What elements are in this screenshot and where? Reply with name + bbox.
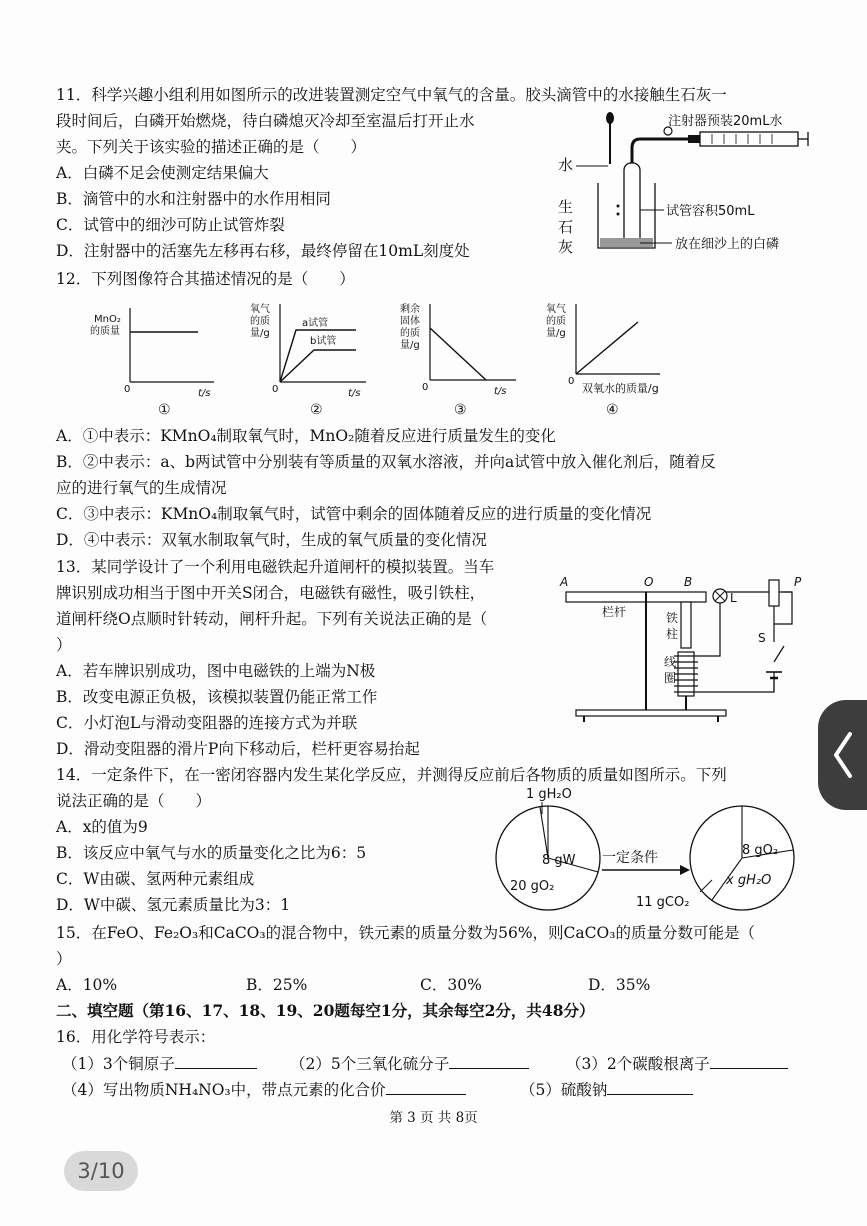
switch-icon <box>774 646 784 662</box>
point-b-label: B <box>684 575 693 589</box>
q13-gate-figure <box>554 572 814 724</box>
ylabel-line1: 氧气 <box>546 304 566 315</box>
after-co2-label: 11 gCO₂ <box>636 895 690 910</box>
q12-option-b-cont: 应的进行氧气的生成情况 <box>56 479 227 497</box>
q11-option-d: D．注射器中的活塞先左移再右移，最终停留在10mL刻度处 <box>56 242 470 260</box>
connecting-tube <box>632 139 688 168</box>
q11-apparatus-figure <box>540 108 810 268</box>
tube-volume-label: 试管容积50mL <box>666 204 755 219</box>
q11-stem-line3: 夹。下列关于该实验的描述正确的是（ ） <box>56 138 367 156</box>
q15-option-a: A．10% <box>56 976 118 994</box>
q16-blank-2[interactable] <box>449 1052 529 1069</box>
condition-label: 一定条件 <box>602 850 658 866</box>
q16-item-1-label: （1）3个铜原子 <box>62 1055 175 1073</box>
q13-stem-line1: 13．某同学设计了一个利用电磁铁起升道闸杆的模拟装置。当车 <box>56 558 495 576</box>
xlabel: t/s <box>494 386 507 397</box>
q12-graph-4 <box>540 300 680 422</box>
q13-option-b: B．改变电源正负极，该模拟装置仍能正常工作 <box>56 688 378 706</box>
q13-option-c: C．小灯泡L与滑动变阻器的连接方式为并联 <box>56 714 358 732</box>
q14-option-b: B．该反应中氧气与水的质量变化之比为6：5 <box>56 844 367 862</box>
q12-stem: 12．下列图像符合其描述情况的是（ ） <box>56 270 355 288</box>
q14-option-a: A．x的值为9 <box>56 818 148 836</box>
ylabel-line2: 的质 <box>546 316 566 327</box>
q13-stem-line3: 道闸杆绕O点顺时针转动，闸杆升起。下列有关说法正确的是（ <box>56 610 488 628</box>
q16-blank-5[interactable] <box>607 1078 693 1095</box>
q11-option-a: A．白磷不足会使测定结果偏大 <box>56 164 269 182</box>
iron-column <box>681 602 691 648</box>
q13-option-a: A．若车牌识别成功，图中电磁铁的上端为N极 <box>56 662 376 680</box>
coil-label-2: 圈 <box>664 671 677 685</box>
previous-page-button[interactable] <box>818 700 867 810</box>
origin-label: 0 <box>124 384 131 395</box>
xlabel: 双氧水的质量/g <box>582 382 659 395</box>
q11-stem-line1: 11．科学兴趣小组利用如图所示的改进装置测定空气中氧气的含量。胶头滴管中的水接触生石灰一 <box>56 86 727 104</box>
graph-number: ① <box>158 402 171 418</box>
iron-label-2: 柱 <box>666 627 679 641</box>
q16-item-2 <box>290 1052 529 1075</box>
after-o2-label: 8 gO₂ <box>742 843 779 858</box>
lime-label-char2: 石 <box>558 218 574 236</box>
graph-number: ④ <box>606 402 619 418</box>
before-o2-label: 20 gO₂ <box>510 879 555 894</box>
q16-item-5 <box>520 1078 693 1101</box>
q15-stem-line2: ） <box>56 950 72 968</box>
graph-number: ② <box>310 402 323 418</box>
origin-label: 0 <box>422 382 429 393</box>
series-line <box>576 322 638 374</box>
lime-label-char3: 灰 <box>558 238 574 256</box>
water-label: 水 <box>558 156 574 174</box>
graph-number: ③ <box>454 402 467 418</box>
section-heading: 二、填空题（第16、17、18、19、20题每空1分，其余每空2分，共48分） <box>56 1001 595 1020</box>
ylabel-line3: 的质 <box>400 328 420 339</box>
q16-blank-4[interactable] <box>386 1078 466 1095</box>
q16-item-3-label: （3）2个碳酸根离子 <box>566 1055 710 1073</box>
lime-label-char1: 生 <box>558 198 574 216</box>
syringe-label: 注射器预装20mL水 <box>668 114 783 129</box>
lamp-label: L <box>730 591 737 605</box>
q14-stem-line2: 说法正确的是（ ） <box>56 792 212 810</box>
before-h2o-label: 1 gH₂O <box>526 787 572 802</box>
point-a-label: A <box>560 575 569 589</box>
q16-blank-1[interactable] <box>175 1052 257 1069</box>
q14-option-c: C．W由碳、氢两种元素组成 <box>56 870 255 888</box>
q11-option-c: C．试管中的细沙可防止试管炸裂 <box>56 216 285 234</box>
q16-item-4 <box>62 1078 466 1101</box>
base <box>576 710 726 716</box>
q12-option-c: C．③中表示：KMnO₄制取氧气时，试管中剩余的固体随着反应的进行质量的变化情况 <box>56 505 652 523</box>
q15-option-b: B．25% <box>246 976 308 994</box>
point-o-label: O <box>644 575 654 589</box>
q16-item-1 <box>62 1052 257 1075</box>
ylabel-line1: MnO₂ <box>94 314 121 325</box>
q16-blank-3[interactable] <box>710 1052 788 1069</box>
switch-label: S <box>758 631 766 645</box>
q15-stem-line1: 15．在FeO、Fe₂O₃和CaCO₃的混合物中，铁元素的质量分数为56%，则CaCO₃的质量分数可能是（ <box>56 924 755 942</box>
q16-stem: 16．用化学符号表示： <box>56 1028 216 1046</box>
phosphorus-label: 放在细沙上的白磷 <box>675 237 780 252</box>
q14-option-d: D．W中碳、氢元素质量比为3：1 <box>56 896 291 914</box>
q14-stem-line1: 14．一定条件下，在一密闭容器内发生某化学反应，并测得反应前后各物质的质量如图所示。下列 <box>56 766 727 784</box>
ylabel-line4: 量/g <box>400 340 420 351</box>
ylabel-line2: 的质量 <box>90 326 120 337</box>
ylabel-line3: 量/g <box>546 328 566 339</box>
series-b-line <box>280 350 356 382</box>
coil-label-1: 线 <box>664 655 677 669</box>
ylabel-line3: 量/g <box>250 328 270 339</box>
before-w-label: 8 gW <box>542 853 576 868</box>
iron-label-1: 铁 <box>666 611 679 625</box>
after-h2o-label: x gH₂O <box>726 873 772 888</box>
slider-label: P <box>794 575 802 589</box>
q16-item-4-label: （4）写出物质NH₄NO₃中，带点元素的化合价 <box>62 1081 386 1099</box>
origin-label: 0 <box>272 384 279 395</box>
series-a-label: a试管 <box>302 318 329 329</box>
q11-option-b: B．滴管中的水和注射器中的水作用相同 <box>56 190 331 208</box>
syringe-barrel <box>700 132 798 146</box>
ylabel-line2: 固体 <box>400 316 420 327</box>
xlabel: t/s <box>348 388 361 399</box>
rheostat <box>769 580 779 606</box>
origin-label: 0 <box>568 376 575 387</box>
chevron-left-icon <box>828 730 858 780</box>
xlabel: t/s <box>198 388 211 399</box>
page-footer: 第 3 页 共 8页 <box>389 1110 478 1126</box>
q15-option-d: D．35% <box>588 976 651 994</box>
q14-pie-figure <box>486 784 816 914</box>
q12-option-d: D．④中表示：双氧水制取氧气时，生成的氧气质量的变化情况 <box>56 531 487 549</box>
series-b-label: b试管 <box>310 336 337 347</box>
bar-label: 栏杆 <box>602 605 627 619</box>
q12-graph-3 <box>394 300 524 422</box>
q12-option-b: B．②中表示：a、b两试管中分别装有等质量的双氧水溶液，并向a试管中放入催化剂后，随着反 <box>56 453 716 471</box>
q16-item-5-label: （5）硫酸钠 <box>520 1081 608 1099</box>
q16-item-3 <box>566 1052 788 1075</box>
q12-graph-2 <box>244 300 374 422</box>
q12-graph-1 <box>86 300 216 422</box>
series-line <box>430 328 486 380</box>
test-tube <box>624 163 640 245</box>
ylabel-line1: 氧气 <box>250 304 270 315</box>
q12-option-a: A．①中表示：KMnO₄制取氧气时，MnO₂随着反应进行质量发生的变化 <box>56 427 556 445</box>
q15-option-c: C．30% <box>420 976 482 994</box>
syringe-tip <box>688 135 700 143</box>
q13-option-d: D．滑动变阻器的滑片P向下移动后，栏杆更容易抬起 <box>56 740 420 758</box>
ylabel-line1: 剩余 <box>400 304 420 315</box>
q11-stem-line2: 段时间后，白磷开始燃烧，待白磷熄灭冷却至室温后打开止水 <box>56 112 475 130</box>
q13-stem-line4: ） <box>56 636 72 654</box>
q16-item-2-label: （2）5个三氧化硫分子 <box>290 1055 450 1073</box>
q13-stem-line2: 牌识别成功相当于图中开关S闭合，电磁铁有磁性，吸引铁柱， <box>56 584 486 602</box>
page-indicator: 3/10 <box>64 1151 138 1191</box>
gate-bar <box>566 592 706 602</box>
ylabel-line2: 的质 <box>250 316 270 327</box>
